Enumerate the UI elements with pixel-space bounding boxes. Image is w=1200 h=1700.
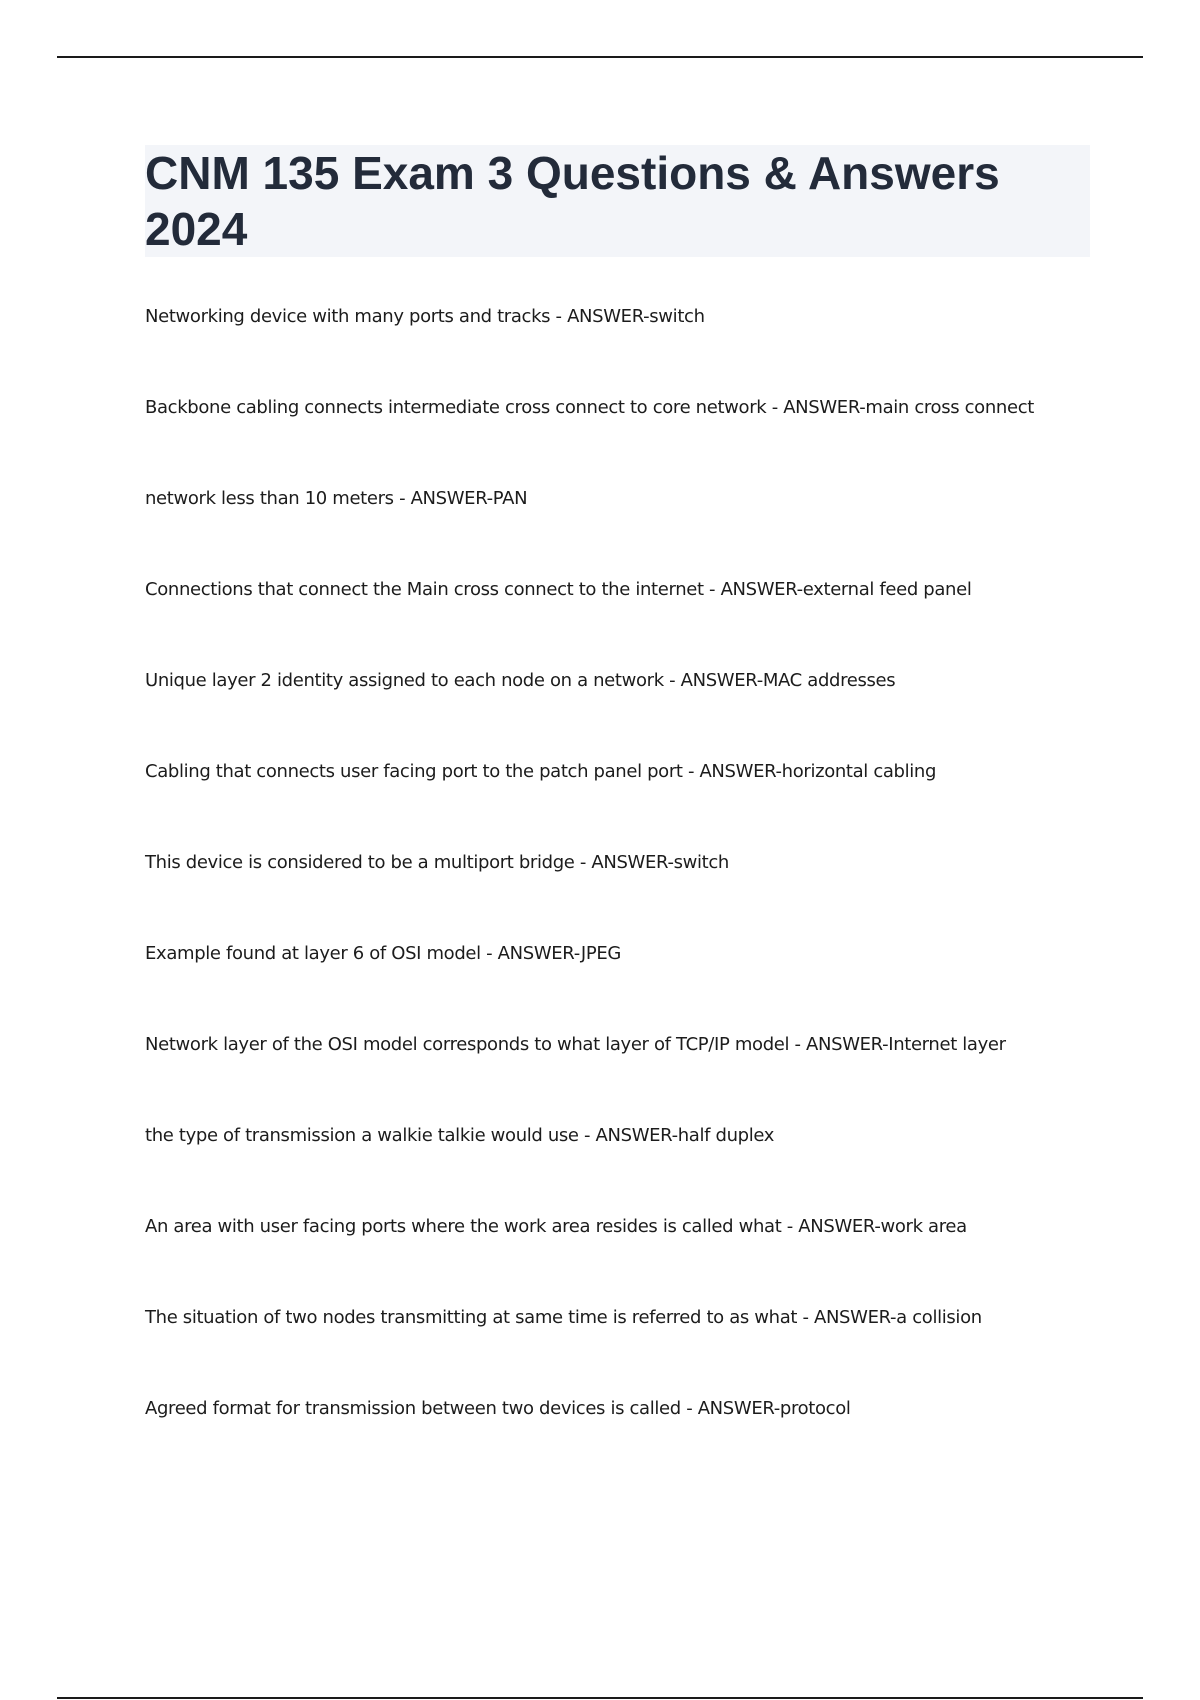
qa-item: network less than 10 meters - ANSWER-PAN (145, 488, 528, 509)
qa-item: The situation of two nodes transmitting at same time is referred to as what - ANSWER-a collision (145, 1307, 982, 1328)
bottom-divider (57, 1697, 1143, 1699)
qa-item: Connections that connect the Main cross connect to the internet - ANSWER-external feed panel (145, 579, 972, 600)
qa-item: Network layer of the OSI model corresponds to what layer of TCP/IP model - ANSWER-Internet layer (145, 1034, 1006, 1055)
page-title: CNM 135 Exam 3 Questions & Answers 2024 (145, 147, 1000, 255)
qa-item: This device is considered to be a multiport bridge - ANSWER-switch (145, 852, 729, 873)
qa-item: Backbone cabling connects intermediate cross connect to core network - ANSWER-main cross connect (145, 397, 1034, 418)
qa-item: Unique layer 2 identity assigned to each node on a network - ANSWER-MAC addresses (145, 670, 896, 691)
qa-list (145, 300, 1105, 1483)
qa-item: An area with user facing ports where the work area resides is called what - ANSWER-work area (145, 1216, 967, 1237)
qa-item: Cabling that connects user facing port to the patch panel port - ANSWER-horizontal cabling (145, 761, 937, 782)
qa-item: Networking device with many ports and tracks - ANSWER-switch (145, 306, 705, 327)
qa-item: Example found at layer 6 of OSI model - ANSWER-JPEG (145, 943, 621, 964)
top-divider (57, 56, 1143, 58)
qa-item: the type of transmission a walkie talkie would use - ANSWER-half duplex (145, 1125, 775, 1146)
qa-item: Agreed format for transmission between two devices is called - ANSWER-protocol (145, 1398, 851, 1419)
